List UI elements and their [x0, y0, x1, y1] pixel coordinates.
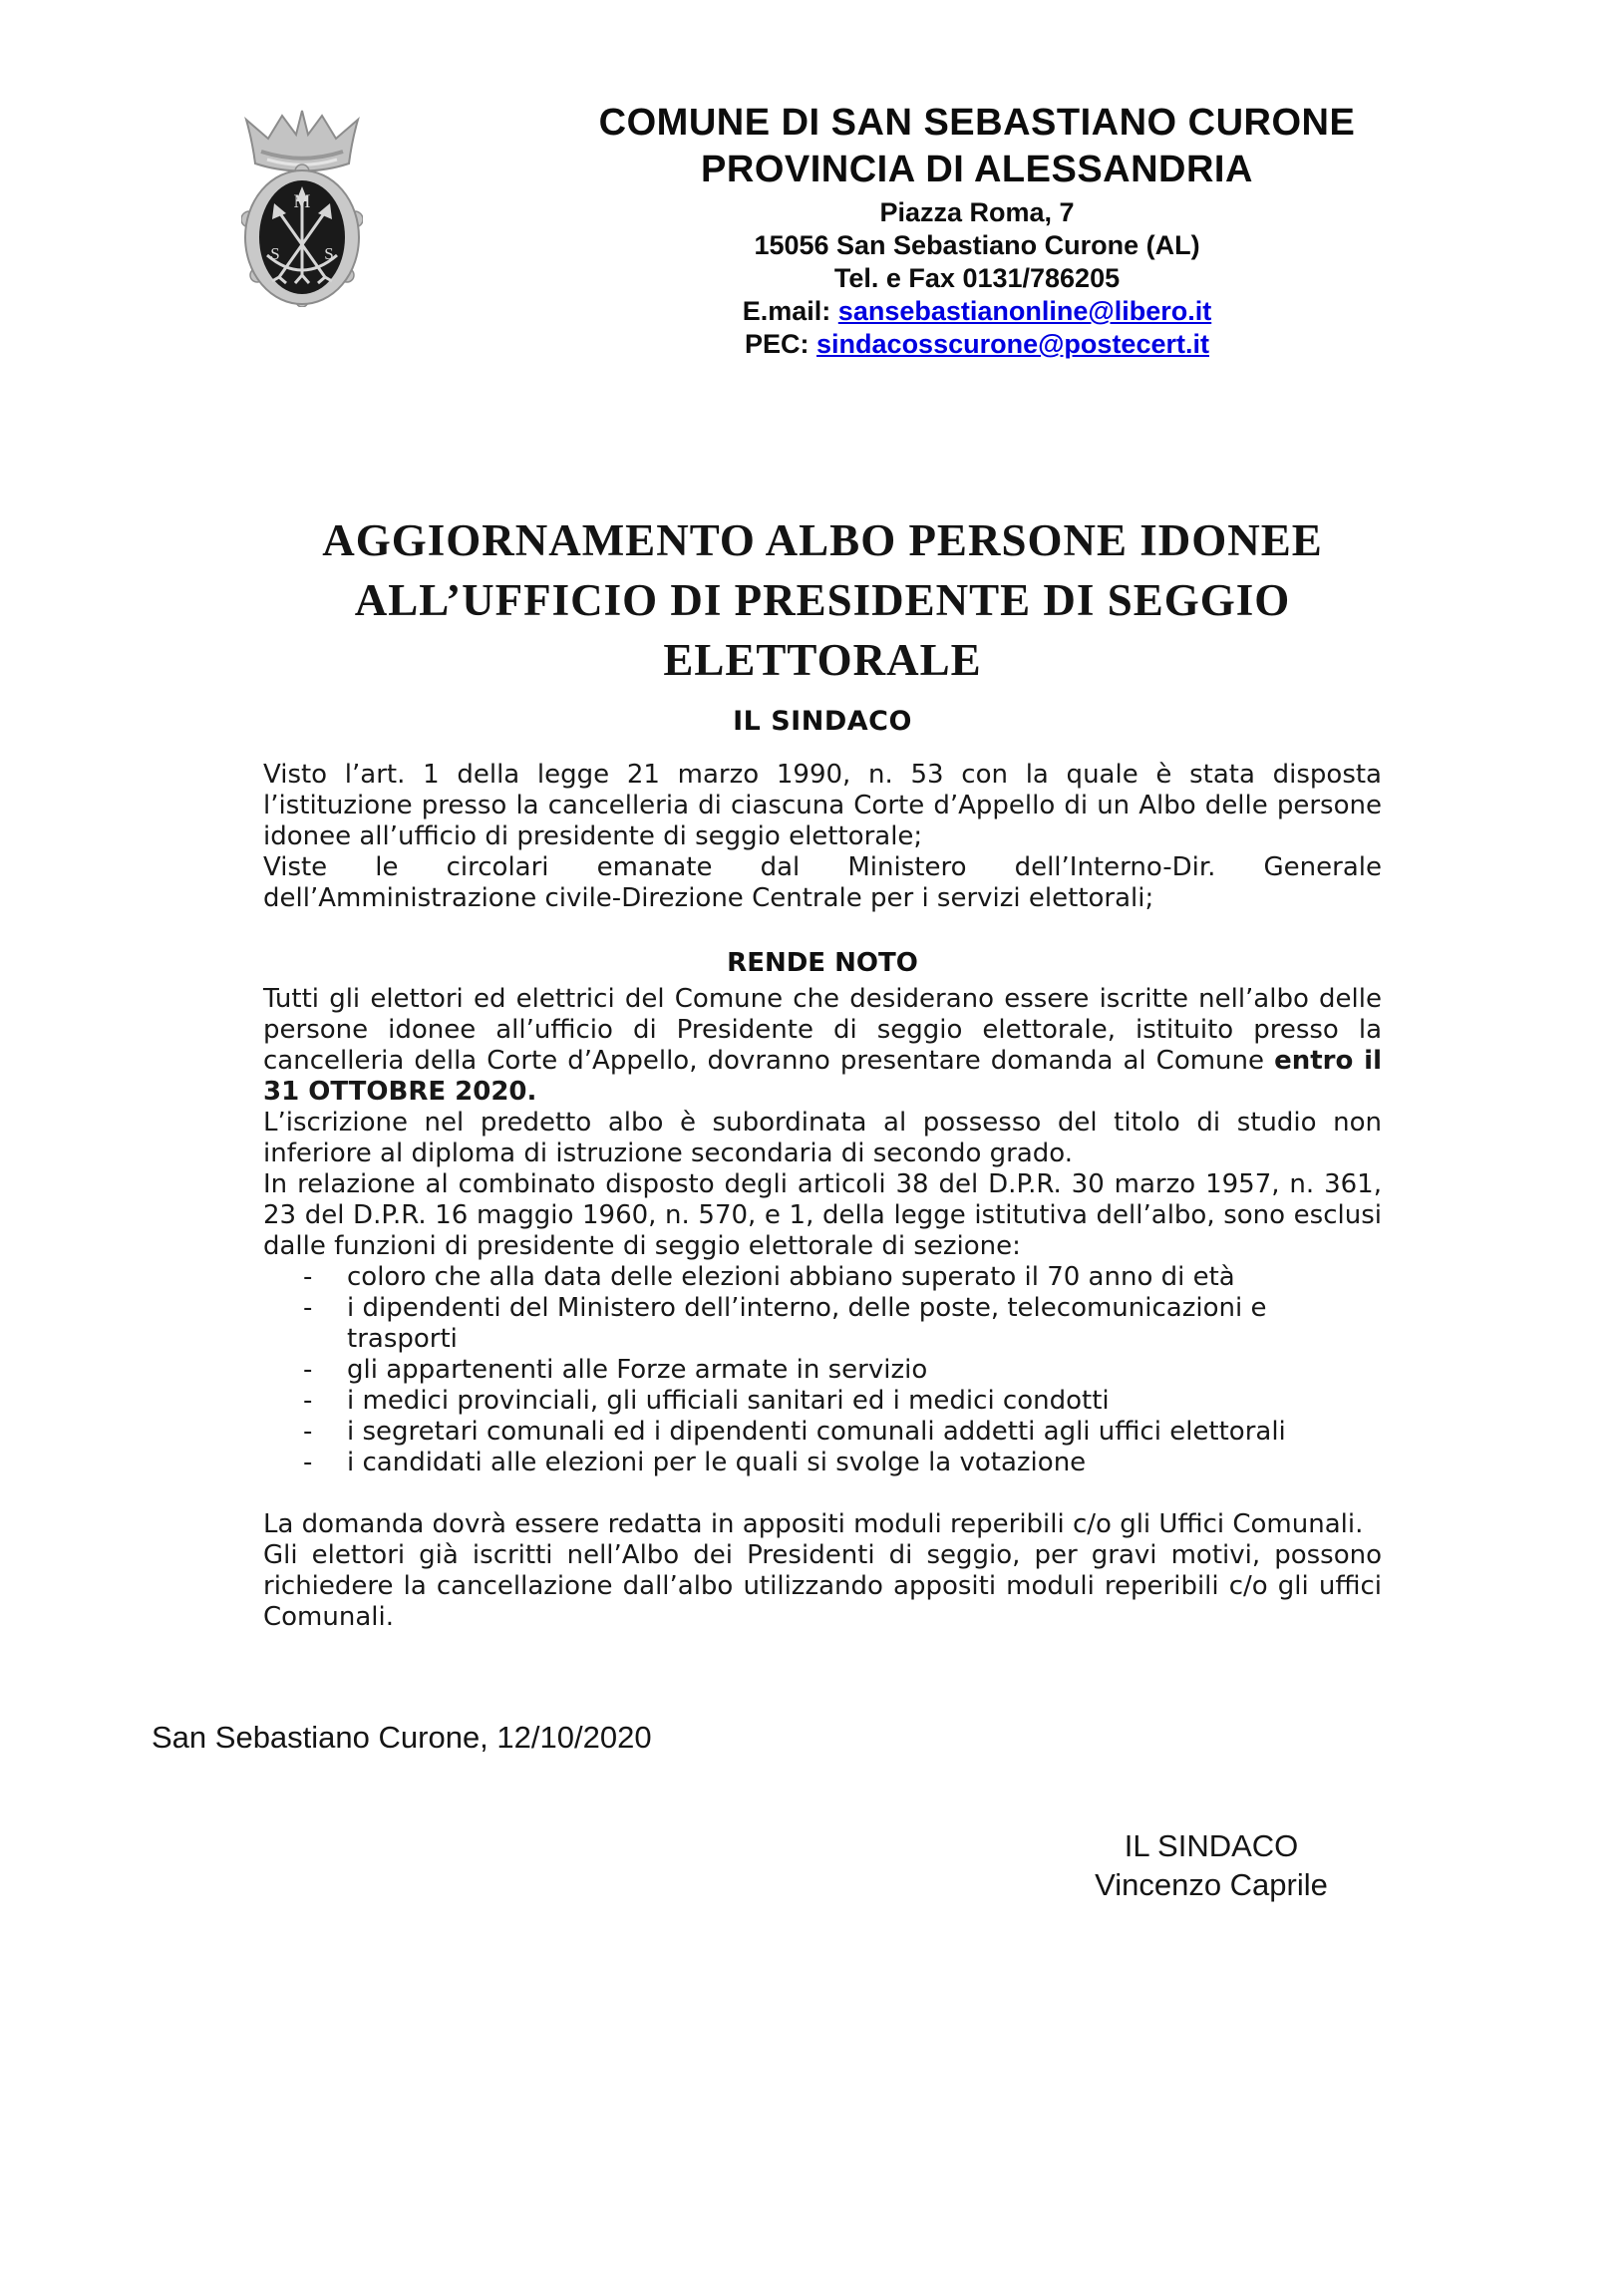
- exclusion-text: i candidati alle elezioni per le quali si svolge la votazione: [347, 1448, 1087, 1477]
- email-link[interactable]: sansebastianonline@libero.it: [837, 296, 1212, 326]
- paragraph: La domanda dovrà essere redatta in appositi moduli reperibili c/o gli Uffici Comunali.: [263, 1509, 1364, 1539]
- section-heading: RENDE NOTO: [727, 948, 918, 978]
- dash-marker: -: [303, 1293, 313, 1323]
- municipality-name: COMUNE DI SAN SEBASTIANO CURONE: [598, 102, 1356, 144]
- paragraph: Visto l’art. 1 della legge 21 marzo 1990, n. 53 con la quale è stata disposta l’istituzione presso la cancelleria di ciascuna Corte d’Appello di un Albo delle persone idonee all’ufficio di presidente di seggio elettorale;: [263, 760, 1382, 851]
- preamble-paragraphs: [263, 760, 1382, 914]
- exclusion-list: [263, 1262, 1382, 1478]
- issuer-heading: IL SINDACO: [733, 706, 912, 737]
- dash-marker: -: [303, 1386, 313, 1416]
- notice-title-line-2: ALL’UFFICIO DI PRESIDENTE DI SEGGIO: [354, 575, 1291, 625]
- closing-paragraphs: [263, 1509, 1382, 1633]
- logo-letter-m: M: [293, 191, 311, 212]
- signature-role: IL SINDACO: [1124, 1828, 1299, 1863]
- province-name: PROVINCIA DI ALESSANDRIA: [701, 149, 1253, 190]
- pec-label: PEC:: [745, 329, 817, 359]
- exclusion-item: [263, 1293, 1382, 1355]
- notice-title-line-1: AGGIORNAMENTO ALBO PERSONE IDONEE: [322, 515, 1323, 565]
- notice-title-line-3: ELETTORALE: [663, 635, 982, 685]
- place-date-line: San Sebastiano Curone, 12/10/2020: [152, 1720, 652, 1755]
- notice-body: [263, 760, 1382, 1633]
- exclusion-text: gli appartenenti alle Forze armate in servizio: [347, 1355, 928, 1385]
- paragraph: Gli elettori già iscritti nell’Albo dei Presidenti di seggio, per gravi motivi, possono richiedere la cancellazione dall’albo utilizzando appositi moduli reperibili c/o gli uffici Comunali.: [263, 1540, 1382, 1632]
- exclusion-text: i segretari comunali ed i dipendenti comunali addetti agli uffici elettorali: [347, 1417, 1286, 1447]
- phone-fax-line: Tel. e Fax 0131/786205: [833, 263, 1121, 293]
- pec-link[interactable]: sindacosscurone@postecert.it: [816, 329, 1209, 359]
- exclusion-item: [263, 1448, 1382, 1478]
- crown-icon: [246, 111, 358, 171]
- exclusion-item: [263, 1417, 1382, 1448]
- notice-title: [254, 510, 1391, 690]
- exclusion-text: i dipendenti del Ministero dell’interno, delle poste, telecomunicazioni e trasporti: [347, 1293, 1267, 1354]
- main-paragraphs: [263, 984, 1382, 1262]
- email-label: E.mail:: [742, 296, 838, 326]
- paragraph: Tutti gli elettori ed elettrici del Comune che desiderano essere iscritte nell’albo delle persone idonee all’ufficio di Presidente di seggio elettorale, istituito presso la cancelleria della Corte d’Appello, dovranno presentare domanda al Comune entro il 31 OTTOBRE 2020.: [263, 984, 1382, 1107]
- signature-block: [1027, 1826, 1396, 1904]
- pec-line: [369, 328, 1585, 361]
- logo-letter-s-left: S: [270, 244, 280, 263]
- exclusion-item: [263, 1355, 1382, 1386]
- exclusion-item: [263, 1386, 1382, 1417]
- address-line: Piazza Roma, 7: [879, 197, 1075, 227]
- municipal-coat-of-arms-logo: [241, 108, 363, 307]
- signature-name: Vincenzo Caprile: [1095, 1867, 1328, 1902]
- exclusion-text: coloro che alla data delle elezioni abbiano superato il 70 anno di età: [347, 1262, 1235, 1292]
- letterhead: [369, 100, 1585, 361]
- dash-marker: -: [303, 1262, 313, 1292]
- exclusion-text: i medici provinciali, gli ufficiali sanitari ed i medici condotti: [347, 1386, 1110, 1416]
- paragraph: In relazione al combinato disposto degli articoli 38 del D.P.R. 30 marzo 1957, n. 361, 23 del D.P.R. 16 maggio 1960, n. 570, e 1, della legge istitutiva dell’albo, sono esclusi dalle funzioni di presidente di seggio elettorale di sezione:: [263, 1169, 1382, 1261]
- dash-marker: -: [303, 1448, 313, 1477]
- logo-letter-s-right: S: [324, 244, 334, 263]
- email-line: [369, 295, 1585, 328]
- paragraph: Viste le circolari emanate dal Ministero dell’Interno-Dir. Generale dell’Amministrazione civile-Direzione Centrale per i servizi elettorali;: [263, 852, 1382, 913]
- paragraph: L’iscrizione nel predetto albo è subordinata al possesso del titolo di studio non inferiore al diploma di istruzione secondaria di secondo grado.: [263, 1108, 1382, 1168]
- dash-marker: -: [303, 1417, 313, 1447]
- dash-marker: -: [303, 1355, 313, 1385]
- exclusion-item: [263, 1262, 1382, 1293]
- postal-city-line: 15056 San Sebastiano Curone (AL): [754, 230, 1200, 260]
